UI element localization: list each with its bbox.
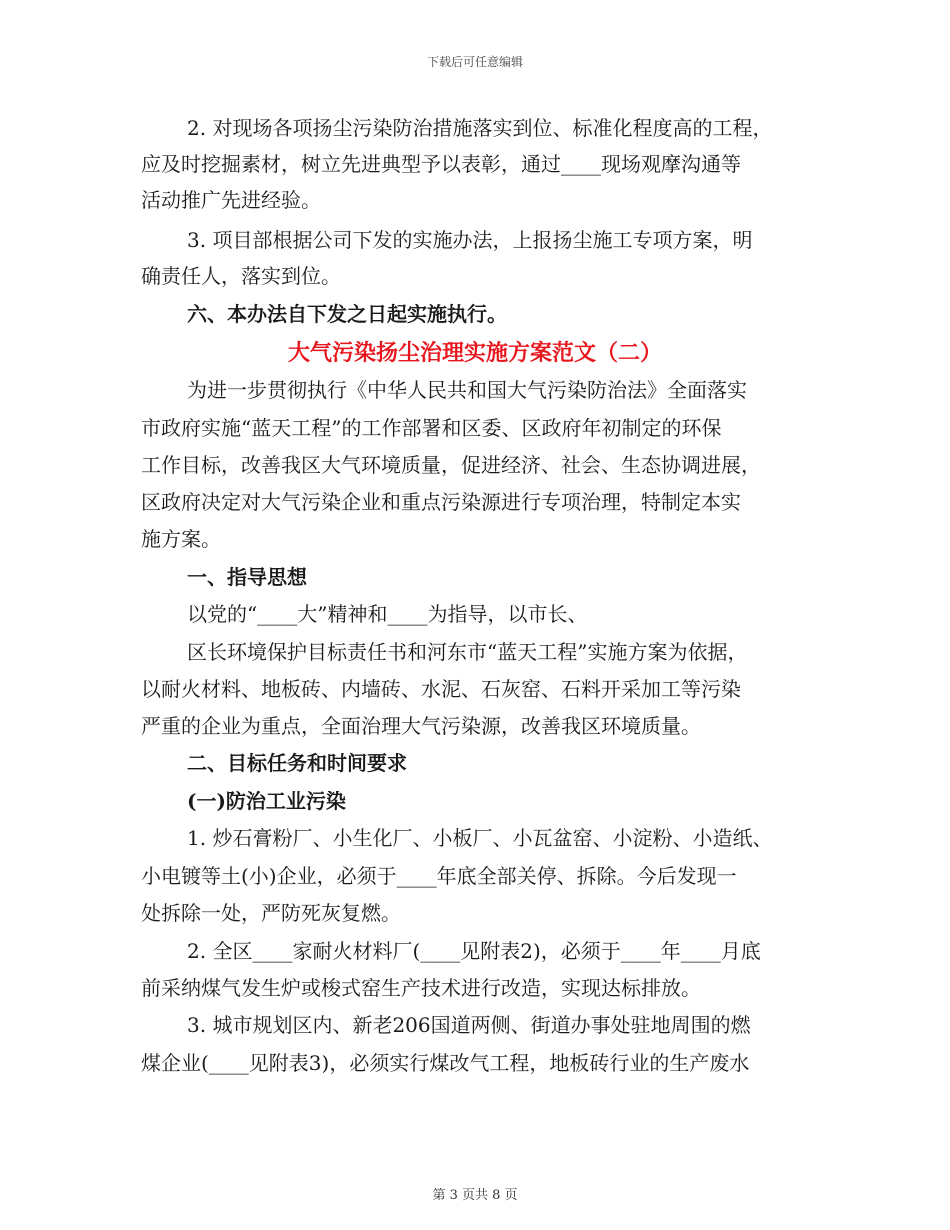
- paragraph-line: 2. 对现场各项扬尘污染防治措施落实到位、标准化程度高的工程，: [187, 116, 773, 140]
- document-title: 大气污染扬尘治理实施方案范文（二）: [287, 340, 662, 366]
- paragraph-line: 应及时挖掘素材，树立先进典型予以表彰，通过____现场观摩沟通等: [141, 152, 741, 176]
- paragraph-line: 区长环境保护目标责任书和河东市“蓝天工程”实施方案为依据，: [187, 640, 748, 664]
- section-heading: 一、指导思想: [187, 565, 307, 589]
- paragraph-line: 市政府实施“蓝天工程”的工作部署和区委、区政府年初制定的环保: [141, 416, 722, 440]
- paragraph-line: 3. 项目部根据公司下发的实施办法，上报扬尘施工专项方案，明: [187, 228, 753, 252]
- paragraph-line: 区政府决定对大气污染企业和重点污染源进行专项治理，特制定本实: [141, 490, 741, 514]
- section-heading: 六、本办法自下发之日起实施执行。: [187, 302, 507, 326]
- paragraph-line: 工作目标，改善我区大气环境质量，促进经济、社会、生态协调进展，: [141, 453, 761, 477]
- paragraph-line: 施方案。: [141, 527, 221, 551]
- section-heading: 二、目标任务和时间要求: [187, 751, 407, 775]
- paragraph-line: 1. 炒石膏粉厂、小生化厂、小板厂、小瓦盆窑、小淀粉、小造纸、: [187, 826, 773, 850]
- page-footer: 第 3 页共 8 页: [432, 1188, 518, 1203]
- page-header: 下载后可任意编辑: [426, 55, 523, 69]
- paragraph-line: 以党的“____大”精神和____为指导，以市长、: [187, 602, 588, 626]
- paragraph-line: 3. 城市规划区内、新老206国道两侧、街道办事处驻地周围的燃: [187, 1013, 751, 1037]
- paragraph-line: 确责任人，落实到位。: [141, 264, 341, 288]
- paragraph-line: 小电镀等土(小)企业，必须于____年底全部关停、拆除。今后发现一: [141, 864, 737, 888]
- paragraph-line: 活动推广先进经验。: [141, 188, 321, 212]
- paragraph-line: 2. 全区____家耐火材料厂(____见附表2)，必须于____年____月底: [187, 939, 761, 963]
- paragraph-line: 处拆除一处，严防死灰复燃。: [141, 901, 401, 925]
- paragraph-line: 严重的企业为重点，全面治理大气污染源，改善我区环境质量。: [141, 714, 701, 738]
- paragraph-line: 前采纳煤气发生炉或梭式窑生产技术进行改造，实现达标排放。: [141, 976, 701, 1000]
- paragraph-line: 为进一步贯彻执行《中华人民共和国大气污染防治法》全面落实: [187, 378, 747, 402]
- subsection-heading: (一)防治工业污染: [187, 789, 346, 813]
- paragraph-line: 煤企业(____见附表3)，必须实行煤改气工程，地板砖行业的生产废水: [141, 1051, 750, 1075]
- paragraph-line: 以耐火材料、地板砖、内墙砖、水泥、石灰窑、石料开采加工等污染: [141, 677, 741, 701]
